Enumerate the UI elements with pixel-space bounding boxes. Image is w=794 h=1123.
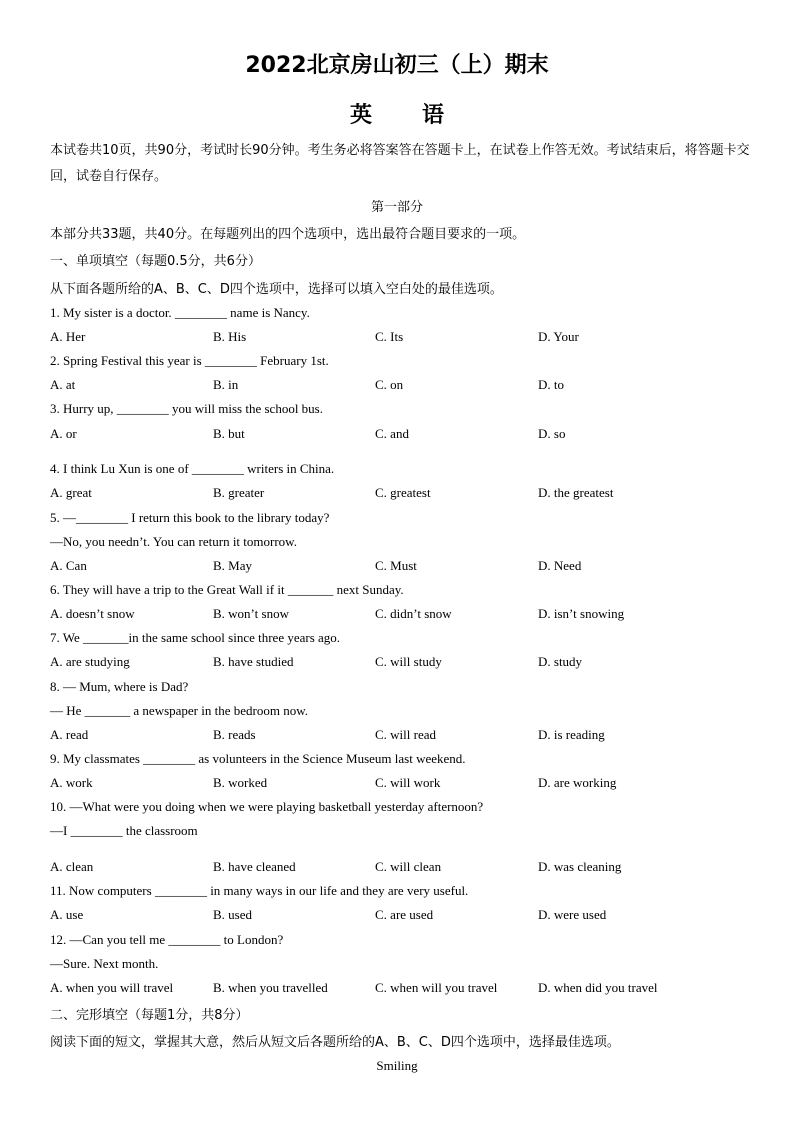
question-5-option-b: B. May: [213, 558, 252, 573]
question-5-option-d: D. Need: [538, 558, 582, 573]
subject-title: [0, 98, 794, 129]
question-7-option-c: C. will study: [375, 654, 442, 669]
question-4-option-d: D. the greatest: [538, 485, 614, 500]
question-1-option-a: A. Her: [50, 329, 86, 344]
question-10-option-b: B. have cleaned: [213, 859, 296, 874]
question-1-stem: 1. My sister is a doctor. ________ name is Nancy.: [50, 305, 310, 320]
passage-title: Smiling: [376, 1058, 418, 1073]
part-one-description: 本部分共33题，共40分。在每题列出的四个选项中，选出最符合题目要求的一项。: [50, 227, 526, 242]
question-8-option-b: B. reads: [213, 727, 256, 742]
question-6-option-a: A. doesn’t snow: [50, 606, 135, 621]
question-3-option-c: C. and: [375, 426, 409, 441]
question-4-stem: 4. I think Lu Xun is one of ________ writers in China.: [50, 461, 335, 476]
question-5-reply: —No, you needn’t. You can return it tomorrow.: [50, 534, 297, 549]
question-9-option-b: B. worked: [213, 775, 268, 790]
question-6-stem: 6. They will have a trip to the Great Wall if it _______ next Sunday.: [50, 582, 404, 597]
question-3-option-d: D. so: [538, 426, 566, 441]
question-1-option-c: C. Its: [375, 329, 404, 344]
question-2-stem: 2. Spring Festival this year is ________ February 1st.: [50, 353, 329, 368]
question-2-option-a: A. at: [50, 377, 76, 392]
question-8-option-c: C. will read: [375, 727, 437, 742]
question-12-stem: 12. —Can you tell me ________ to London?: [50, 932, 284, 947]
part-one-heading: 第一部分: [370, 200, 423, 215]
question-6-option-d: D. isn’t snowing: [538, 606, 625, 621]
question-2-option-d: D. to: [538, 377, 564, 392]
question-3-stem: 3. Hurry up, ________ you will miss the school bus.: [50, 401, 323, 416]
question-10-option-c: C. will clean: [375, 859, 442, 874]
question-5-option-c: C. Must: [375, 558, 417, 573]
question-6-option-c: C. didn’t snow: [375, 606, 452, 621]
question-10-option-a: A. clean: [50, 859, 94, 874]
question-7-option-a: A. are studying: [50, 654, 130, 669]
question-7-option-d: D. study: [538, 654, 583, 669]
question-2-option-b: B. in: [213, 377, 239, 392]
question-8-stem: 8. — Mum, where is Dad?: [50, 679, 189, 694]
question-12-option-d: D. when did you travel: [538, 980, 658, 995]
question-12-option-c: C. when will you travel: [375, 980, 498, 995]
question-12-option-b: B. when you travelled: [213, 980, 328, 995]
question-11-option-a: A. use: [50, 907, 84, 922]
question-8-option-d: D. is reading: [538, 727, 605, 742]
question-11-option-b: B. used: [213, 907, 252, 922]
section-two-instructions: 阅读下面的短文，掌握其大意，然后从短文后各题所给的A、B、C、D四个选项中，选择最佳选项。: [50, 1035, 620, 1050]
question-11-option-c: C. are used: [375, 907, 434, 922]
question-6-option-b: B. won’t snow: [213, 606, 289, 621]
question-9-option-c: C. will work: [375, 775, 441, 790]
question-11-option-d: D. were used: [538, 907, 607, 922]
question-7-stem: 7. We _______in the same school since three years ago.: [50, 630, 341, 645]
question-5-stem: 5. —________ I return this book to the library today?: [50, 510, 330, 525]
question-1-option-d: D. Your: [538, 329, 579, 344]
question-10-stem: 10. —What were you doing when we were playing basketball yesterday afternoon?: [50, 799, 484, 814]
page-title: 2022北京房山初三（上）期末: [245, 53, 549, 78]
question-4-option-c: C. greatest: [375, 485, 431, 500]
question-12-reply: —Sure. Next month.: [50, 956, 159, 971]
question-2-option-c: C. on: [375, 377, 404, 392]
question-3-option-b: B. but: [213, 426, 245, 441]
question-5-option-a: A. Can: [50, 558, 87, 573]
question-9-option-a: A. work: [50, 775, 93, 790]
subject-char-right: 语: [422, 103, 445, 128]
question-12-option-a: A. when you will travel: [50, 980, 174, 995]
question-11-stem: 11. Now computers ________ in many ways in our life and they are very useful.: [50, 883, 469, 898]
question-10-option-d: D. was cleaning: [538, 859, 622, 874]
section-one-heading: 一、单项填空（每题0.5分，共6分）: [50, 254, 261, 269]
section-two-heading: 二、完形填空（每题1分，共8分）: [50, 1008, 249, 1023]
question-4-option-a: A. great: [50, 485, 92, 500]
question-8-reply: — He _______ a newspaper in the bedroom now.: [50, 703, 309, 718]
exam-instructions: 本试卷共10页，共90分，考试时长90分钟。考生务必将答案答在答题卡上，在试卷上作答无效。考试结束后，将答题卡交回，试卷自行保存。: [50, 143, 750, 184]
question-4-option-b: B. greater: [213, 485, 265, 500]
subject-char-left: 英: [349, 103, 372, 128]
question-7-option-b: B. have studied: [213, 654, 294, 669]
question-3-option-a: A. or: [50, 426, 77, 441]
question-9-stem: 9. My classmates ________ as volunteers in the Science Museum last weekend.: [50, 751, 466, 766]
question-8-option-a: A. read: [50, 727, 89, 742]
question-10-reply: —I ________ the classroom: [50, 823, 198, 838]
question-9-option-d: D. are working: [538, 775, 617, 790]
section-one-instructions: 从下面各题所给的A、B、C、D四个选项中，选择可以填入空白处的最佳选项。: [50, 282, 503, 297]
question-1-option-b: B. His: [213, 329, 247, 344]
